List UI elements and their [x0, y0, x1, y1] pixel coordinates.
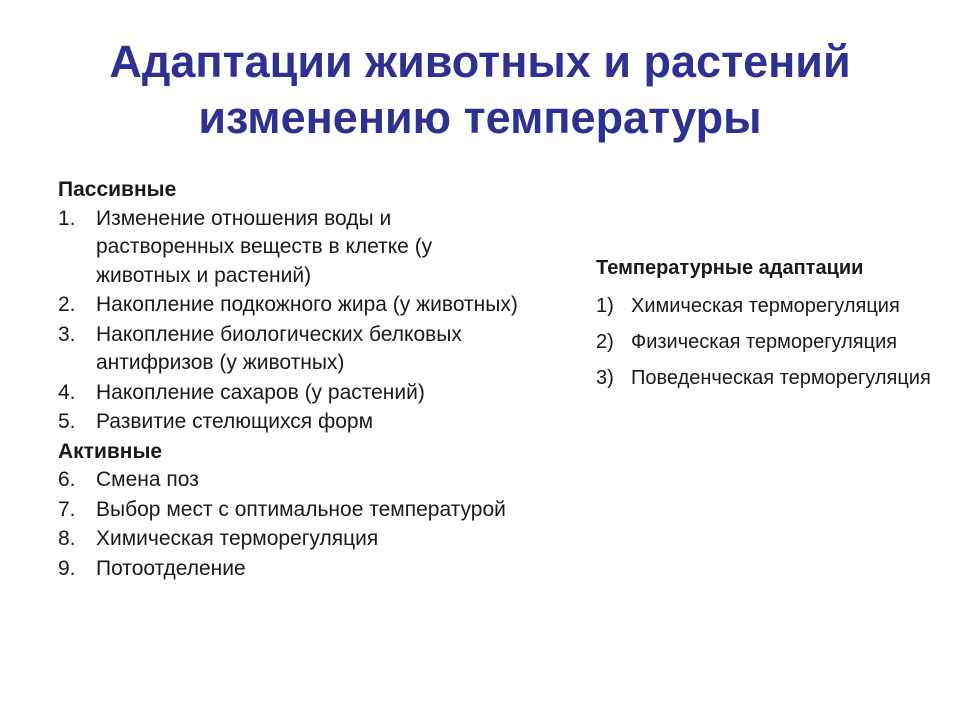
item-text: Физическая терморегуляция [631, 331, 898, 353]
list-item [58, 291, 518, 320]
active-heading: Активные [58, 439, 163, 463]
item-number: 6. [58, 468, 76, 491]
active-list [58, 466, 518, 583]
item-number: 1) [596, 295, 614, 317]
list-item [58, 205, 518, 291]
list-item [58, 408, 518, 437]
passive-list [58, 205, 518, 437]
list-item [58, 496, 518, 525]
item-text: Химическая терморегуляция [96, 527, 379, 550]
list-item [58, 321, 518, 378]
item-number: 9. [58, 556, 76, 580]
item-number: 1. [58, 206, 76, 230]
title-line-1: Адаптации животных и растений [109, 36, 851, 87]
item-text: Изменение отношения воды и растворенных веществ в клетке (у животных и растений) [96, 206, 433, 287]
list-item [596, 328, 936, 356]
item-text: Потоотделение [96, 556, 246, 580]
item-text: Смена поз [96, 468, 199, 491]
item-text: Развитие стелющихся форм [96, 410, 374, 433]
item-text: Накопление биологических белковых антифризов (у животных) [96, 322, 462, 374]
item-number: 3. [58, 322, 76, 346]
item-text: Химическая терморегуляция [631, 295, 900, 317]
list-item [58, 466, 518, 495]
item-number: 8. [58, 527, 76, 550]
temperature-adaptations-column [596, 254, 936, 400]
item-number: 2) [596, 331, 614, 353]
passive-heading: Пассивные [58, 178, 177, 201]
list-item [58, 379, 518, 408]
list-item [58, 555, 518, 584]
item-number: 7. [58, 497, 76, 521]
item-text: Поведенческая терморегуляция [631, 367, 931, 389]
item-text: Накопление подкожного жира (у животных) [96, 293, 518, 316]
list-item [596, 292, 936, 320]
temperature-adaptations-list [596, 292, 936, 392]
list-item [58, 525, 518, 554]
temperature-adaptations-heading: Температурные адаптации [596, 257, 864, 279]
list-item [596, 364, 936, 392]
item-number: 4. [58, 380, 76, 404]
item-text: Накопление сахаров (у растений) [96, 380, 425, 404]
slide-title [0, 34, 960, 146]
item-number: 2. [58, 293, 76, 316]
adaptation-types-column [58, 176, 518, 584]
item-number: 3) [596, 367, 614, 389]
title-line-2: изменению температуры [198, 92, 762, 143]
item-text: Выбор мест с оптимальное температурой [96, 497, 506, 521]
item-number: 5. [58, 410, 76, 433]
